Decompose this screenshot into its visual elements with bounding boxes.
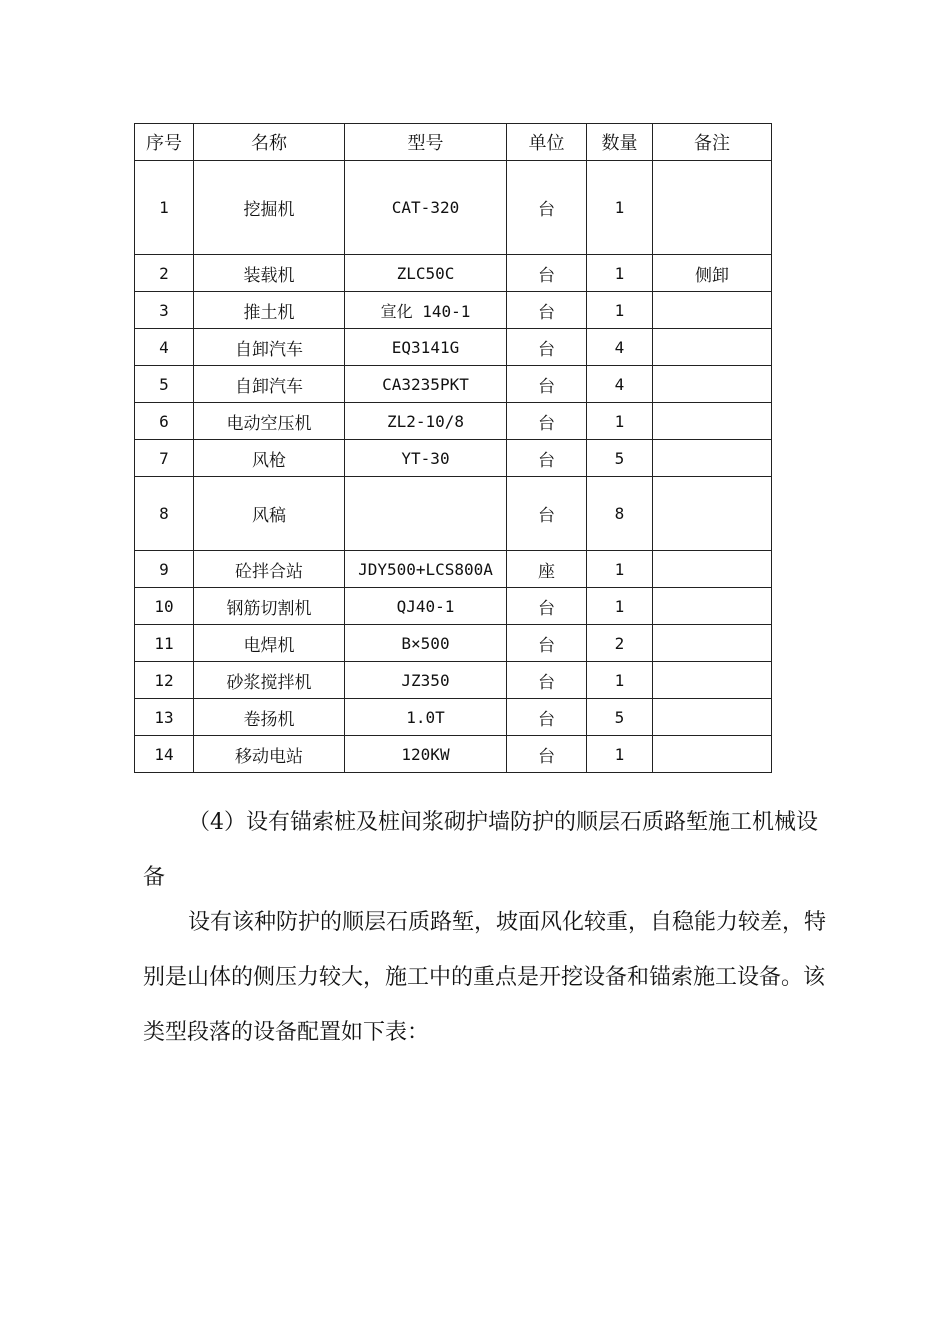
cell-qty: 1	[587, 736, 653, 773]
header-model: 型号	[345, 124, 507, 161]
cell-model: 120KW	[345, 736, 507, 773]
cell-name: 砂浆搅拌机	[194, 662, 345, 699]
cell-note	[653, 551, 772, 588]
cell-no: 7	[135, 440, 194, 477]
cell-no: 10	[135, 588, 194, 625]
cell-model: B×500	[345, 625, 507, 662]
cell-name: 砼拌合站	[194, 551, 345, 588]
cell-note	[653, 403, 772, 440]
table-row	[135, 292, 772, 329]
cell-note	[653, 329, 772, 366]
cell-no: 4	[135, 329, 194, 366]
cell-no: 12	[135, 662, 194, 699]
cell-unit: 台	[507, 699, 587, 736]
table-row	[135, 662, 772, 699]
cell-unit: 台	[507, 736, 587, 773]
cell-name: 挖掘机	[194, 161, 345, 255]
cell-unit: 台	[507, 403, 587, 440]
cell-unit: 台	[507, 366, 587, 403]
cell-unit: 台	[507, 662, 587, 699]
cell-model: JDY500+LCS800A	[345, 551, 507, 588]
cell-qty: 2	[587, 625, 653, 662]
cell-model: ZL2-10/8	[345, 403, 507, 440]
table-row	[135, 625, 772, 662]
cell-qty: 1	[587, 662, 653, 699]
cell-note	[653, 699, 772, 736]
table-row	[135, 403, 772, 440]
cell-model: YT-30	[345, 440, 507, 477]
cell-no: 13	[135, 699, 194, 736]
header-name: 名称	[194, 124, 345, 161]
cell-model: EQ3141G	[345, 329, 507, 366]
table-row	[135, 161, 772, 255]
cell-no: 6	[135, 403, 194, 440]
table-row	[135, 588, 772, 625]
cell-note: 侧卸	[653, 255, 772, 292]
cell-name: 自卸汽车	[194, 366, 345, 403]
cell-qty: 1	[587, 403, 653, 440]
cell-note	[653, 440, 772, 477]
cell-unit: 台	[507, 588, 587, 625]
cell-unit: 台	[507, 329, 587, 366]
cell-note	[653, 736, 772, 773]
cell-qty: 5	[587, 440, 653, 477]
table-row	[135, 440, 772, 477]
cell-qty: 5	[587, 699, 653, 736]
cell-note	[653, 477, 772, 551]
cell-model: 宣化 140-1	[345, 292, 507, 329]
table-header-row	[135, 124, 772, 161]
table-row	[135, 699, 772, 736]
cell-model: CAT-320	[345, 161, 507, 255]
header-note: 备注	[653, 124, 772, 161]
cell-model: 1.0T	[345, 699, 507, 736]
table-row	[135, 477, 772, 551]
cell-qty: 1	[587, 255, 653, 292]
cell-note	[653, 292, 772, 329]
cell-no: 2	[135, 255, 194, 292]
cell-note	[653, 161, 772, 255]
cell-qty: 1	[587, 292, 653, 329]
cell-note	[653, 662, 772, 699]
body-paragraph: 设有该种防护的顺层石质路堑，坡面风化较重，自稳能力较差，特别是山体的侧压力较大，施工中的重点是开挖设备和锚索施工设备。该类型段落的设备配置如下表：	[143, 910, 827, 1045]
cell-name: 自卸汽车	[194, 329, 345, 366]
cell-no: 5	[135, 366, 194, 403]
cell-no: 1	[135, 161, 194, 255]
cell-unit: 台	[507, 292, 587, 329]
header-qty: 数量	[587, 124, 653, 161]
cell-model: JZ350	[345, 662, 507, 699]
cell-qty: 4	[587, 329, 653, 366]
cell-model	[345, 477, 507, 551]
cell-qty: 4	[587, 366, 653, 403]
table-row	[135, 736, 772, 773]
table-row	[135, 329, 772, 366]
header-no: 序号	[135, 124, 194, 161]
table-row	[135, 255, 772, 292]
cell-name: 电焊机	[194, 625, 345, 662]
cell-unit: 座	[507, 551, 587, 588]
cell-no: 14	[135, 736, 194, 773]
cell-unit: 台	[507, 477, 587, 551]
header-unit: 单位	[507, 124, 587, 161]
cell-no: 11	[135, 625, 194, 662]
cell-qty: 1	[587, 161, 653, 255]
cell-qty: 1	[587, 588, 653, 625]
cell-model: CA3235PKT	[345, 366, 507, 403]
cell-name: 移动电站	[194, 736, 345, 773]
equipment-table	[134, 123, 772, 773]
cell-model: QJ40-1	[345, 588, 507, 625]
cell-note	[653, 588, 772, 625]
cell-qty: 1	[587, 551, 653, 588]
cell-note	[653, 625, 772, 662]
cell-name: 风稿	[194, 477, 345, 551]
cell-name: 推土机	[194, 292, 345, 329]
cell-unit: 台	[507, 255, 587, 292]
cell-unit: 台	[507, 440, 587, 477]
cell-qty: 8	[587, 477, 653, 551]
cell-no: 8	[135, 477, 194, 551]
cell-name: 风枪	[194, 440, 345, 477]
cell-name: 钢筋切割机	[194, 588, 345, 625]
cell-no: 3	[135, 292, 194, 329]
cell-name: 电动空压机	[194, 403, 345, 440]
cell-unit: 台	[507, 625, 587, 662]
cell-note	[653, 366, 772, 403]
cell-name: 卷扬机	[194, 699, 345, 736]
table-row	[135, 551, 772, 588]
table-row	[135, 366, 772, 403]
cell-unit: 台	[507, 161, 587, 255]
section-heading: （4）设有锚索桩及桩间浆砌护墙防护的顺层石质路堑施工机械设备	[143, 810, 818, 890]
cell-model: ZLC50C	[345, 255, 507, 292]
cell-no: 9	[135, 551, 194, 588]
cell-name: 装载机	[194, 255, 345, 292]
